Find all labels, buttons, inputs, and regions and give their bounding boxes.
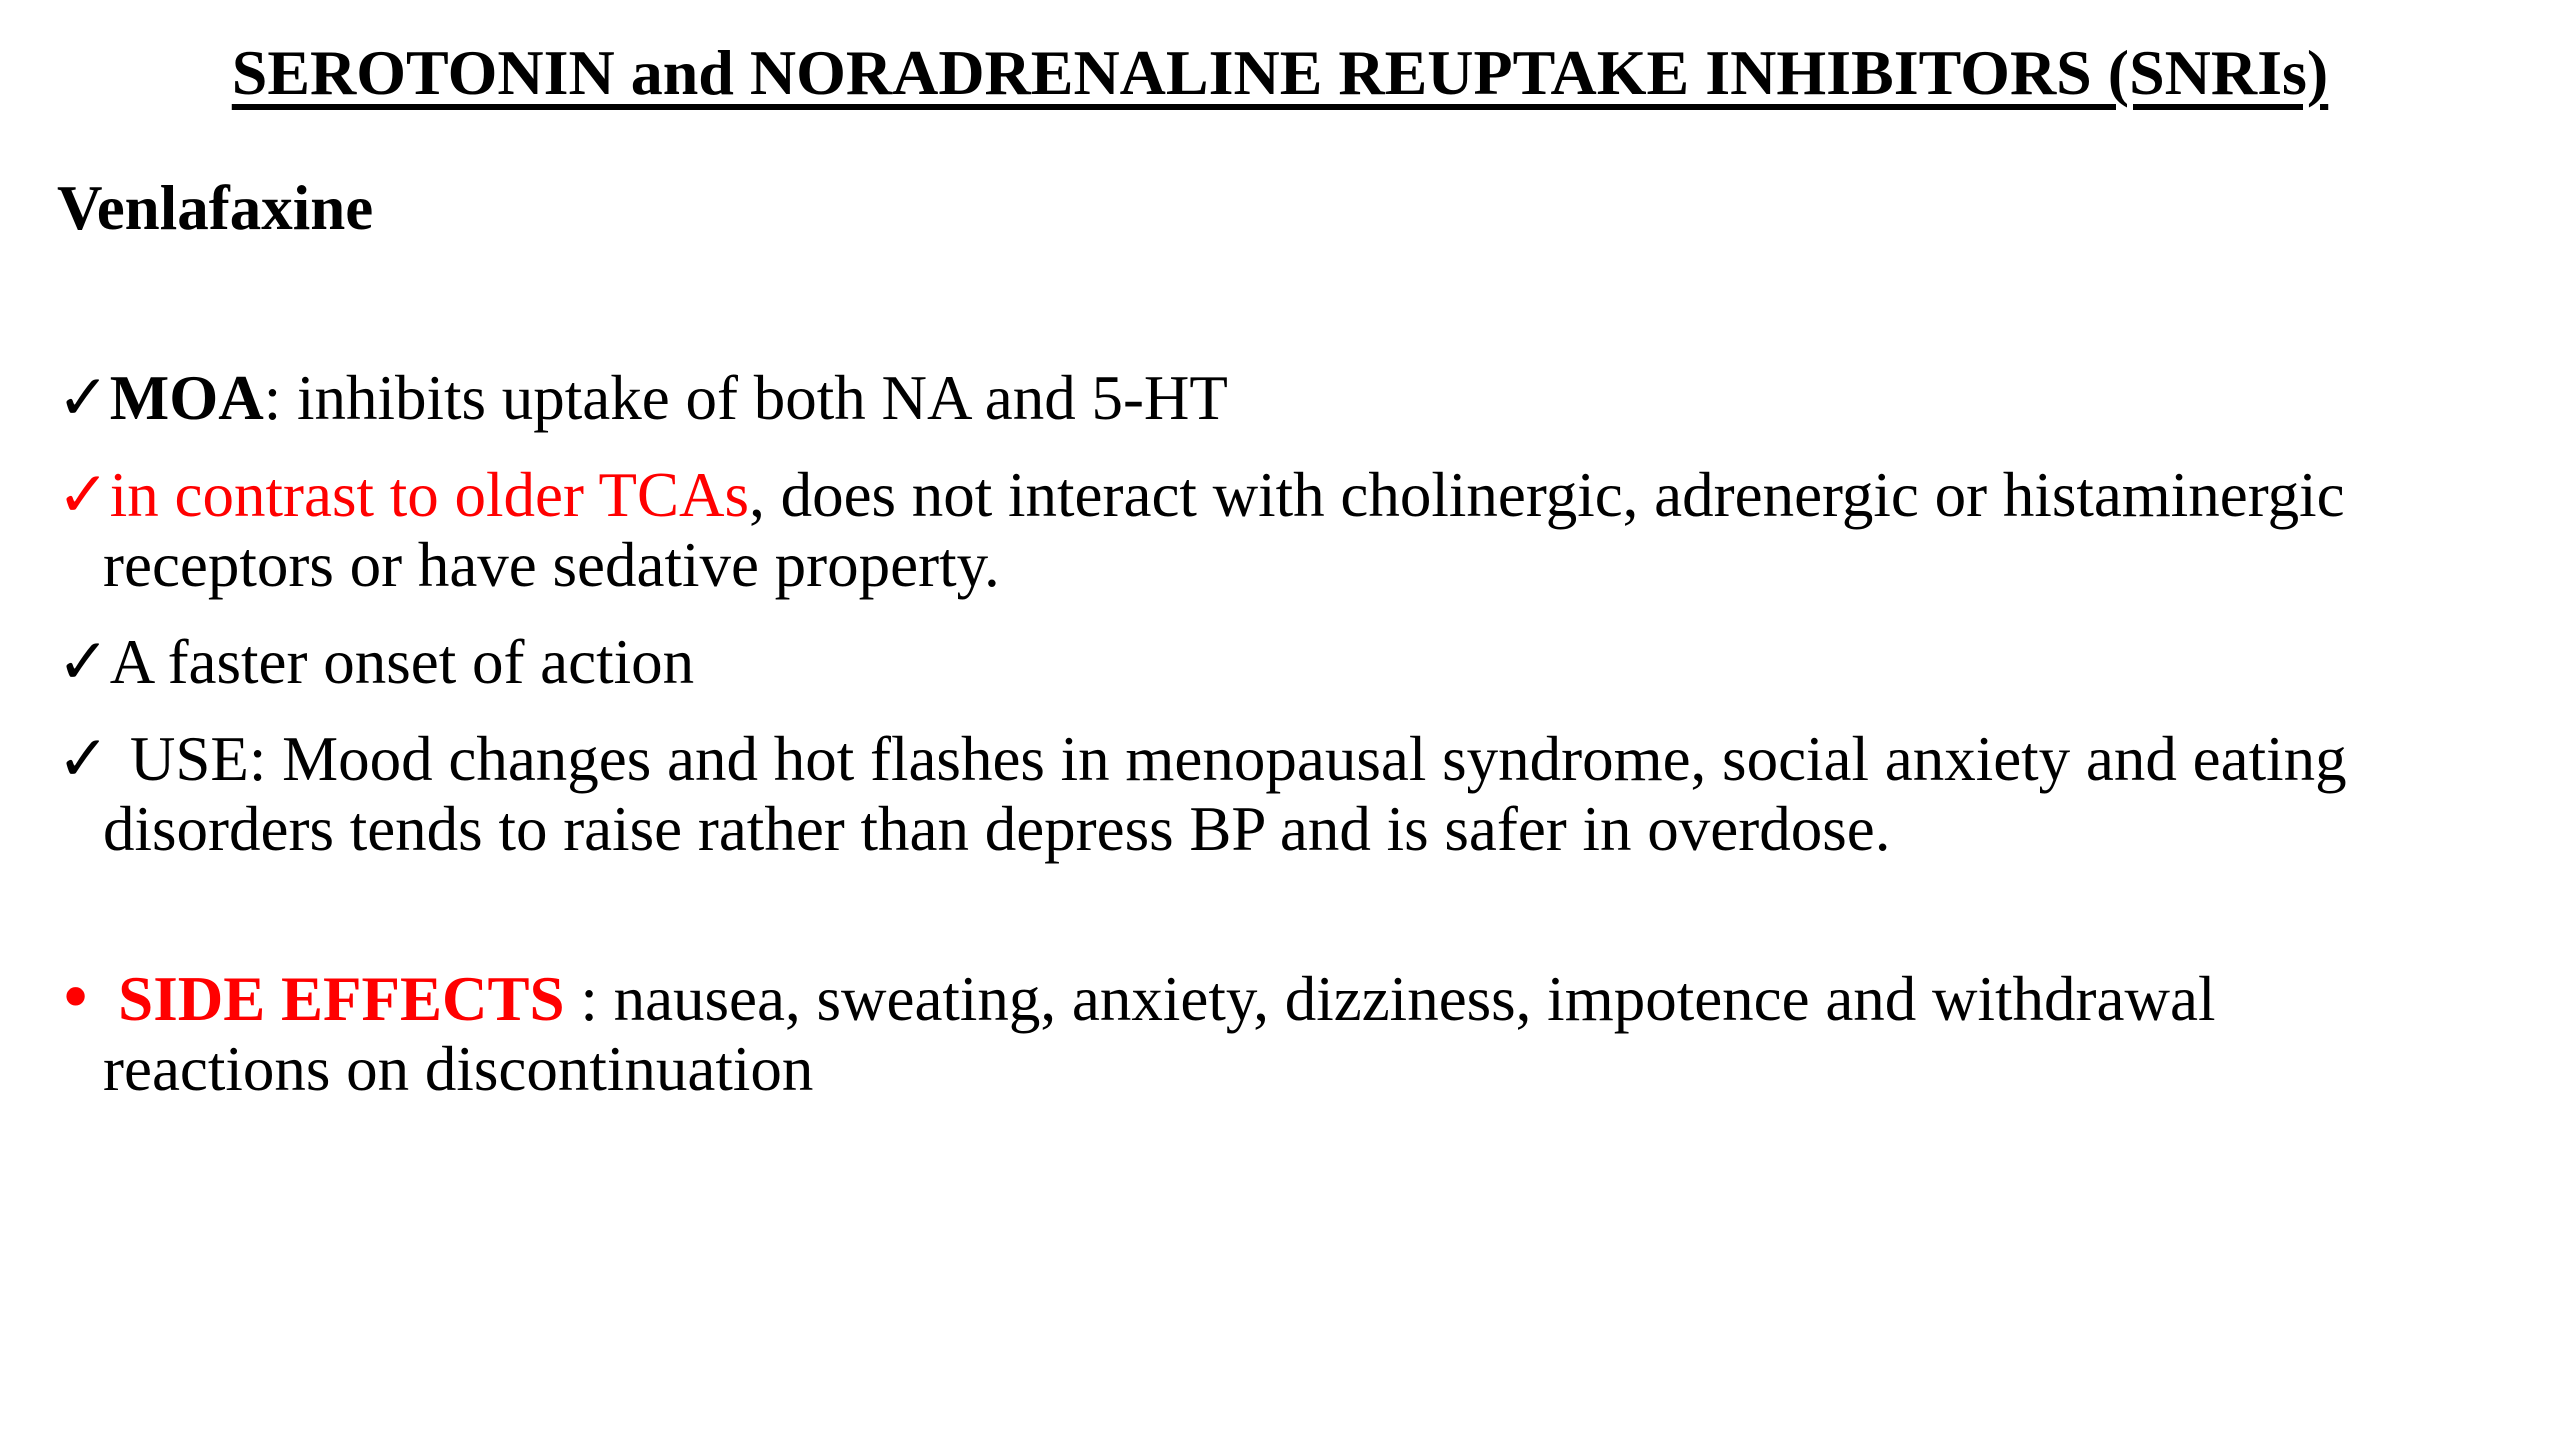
text-segment: : inhibits uptake of both NA and 5-HT [263, 363, 1228, 433]
bullet-item [57, 627, 2520, 697]
bullet-item [57, 363, 2520, 433]
text-segment: receptors or have sedative property. [103, 530, 1000, 600]
slide-title: SEROTONIN and NORADRENALINE REUPTAKE INHIBITORS (SNRIs) [231, 37, 2329, 108]
bullet-text [103, 724, 2347, 864]
text-segment: MOA [109, 363, 264, 433]
text-segment: in contrast to older TCAs [109, 460, 750, 530]
check-icon: ✓ [57, 722, 130, 795]
bullet-text [103, 460, 2345, 600]
bullet-text [110, 627, 694, 697]
bullet-item [57, 724, 2520, 864]
text-segment: reactions on discontinuation [103, 1034, 814, 1104]
bullet-item [57, 460, 2520, 600]
text-segment: : nausea, sweating, anxiety, dizziness, impotence and withdrawal [564, 964, 2216, 1034]
bullet-text [110, 363, 1228, 433]
bullet-text [103, 964, 2215, 1104]
check-icon: ✓ [57, 361, 110, 434]
text-segment: A faster onset of action [109, 627, 695, 697]
bullet-item [57, 964, 2520, 1104]
slide-subtitle: Venlafaxine [57, 173, 374, 243]
check-icon: ✓ [57, 458, 110, 531]
text-segment: SIDE EFFECTS [118, 964, 565, 1034]
bullet-list [57, 363, 2520, 1104]
check-icon: ✓ [57, 625, 110, 698]
text-segment: disorders tends to raise rather than depress BP and is safer in overdose. [103, 794, 1891, 864]
dot-bullet-marker: • [57, 962, 95, 1035]
text-segment: USE: Mood changes and hot flashes in menopausal syndrome, social anxiety and eating [129, 724, 2347, 794]
text-segment: , does not interact with cholinergic, adrenergic or histaminergic [749, 460, 2345, 530]
